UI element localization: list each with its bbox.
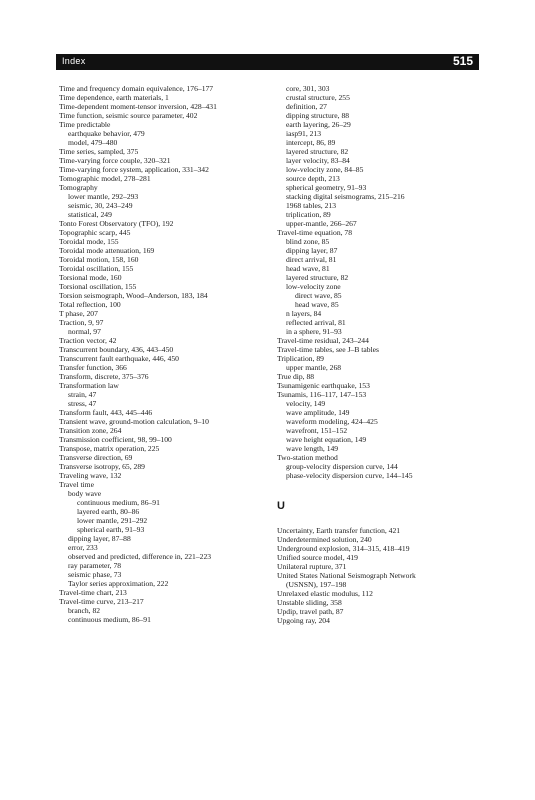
index-subentry: group-velocity dispersion curve, 144 [286,462,398,471]
index-subentry: reflected arrival, 81 [286,318,346,327]
index-entry: Traveling wave, 132 [59,471,122,480]
section-letter-u: U [277,500,285,512]
index-entry: Transient wave, ground-motion calculation, 9–10 [59,417,209,426]
index-entry: Toroidal mode, 155 [59,237,119,246]
index-entry: True dip, 88 [277,372,315,381]
index-subentry: head wave, 81 [286,264,330,273]
index-subentry: 1968 tables, 213 [286,201,336,210]
index-subentry: layer velocity, 83–84 [286,156,350,165]
index-subentry: model, 479–480 [68,138,118,147]
index-subentry: continuous medium, 86–91 [77,498,160,507]
index-entry: Tonto Forest Observatory (TFO), 192 [59,219,174,228]
index-subentry: iasp91, 213 [286,129,322,138]
index-entry: Unilateral rupture, 371 [277,562,347,571]
index-entry: Torsional oscillation, 155 [59,282,137,291]
index-subentry: upper-mantle, 266–267 [286,219,357,228]
index-entry: Travel-time residual, 243–244 [277,336,369,345]
index-entry: Upgoing ray, 204 [277,616,330,625]
index-subentry: seismic, 30, 243–249 [68,201,133,210]
index-entry: Traction, 9, 97 [59,318,104,327]
index-subentry: (USNSN), 197–198 [286,580,347,589]
index-entry: Time predictable [59,120,111,129]
index-entry: Time-varying force couple, 320–321 [59,156,171,165]
index-subentry: low-velocity zone [286,282,341,291]
index-subentry: layered earth, 80–86 [77,507,140,516]
index-subentry: core, 301, 303 [286,84,330,93]
index-subentry: triplication, 89 [286,210,331,219]
index-subentry: ray parameter, 78 [68,561,122,570]
index-entries-t-continued [277,84,482,480]
index-entry: T phase, 207 [59,309,98,318]
index-subentry: blind zone, 85 [286,237,330,246]
index-subentry: layered structure, 82 [286,147,349,156]
index-entry: Traction vector, 42 [59,336,117,345]
index-entry: Unrelaxed elastic modulus, 112 [277,589,373,598]
index-entry: Triplication, 89 [277,354,324,363]
index-subentry: upper mantle, 268 [286,363,342,372]
index-entry: Transcurrent boundary, 436, 443–450 [59,345,174,354]
page-number: 515 [452,54,473,68]
index-entry: Unified source model, 419 [277,553,358,562]
index-entry: Toroidal motion, 158, 160 [59,255,139,264]
index-subentry: spherical geometry, 91–93 [286,183,367,192]
index-subentry: body wave [68,489,102,498]
index-entry: Uncertainty, Earth transfer function, 421 [277,526,401,535]
index-entry: Transverse isotropy, 65, 289 [59,462,145,471]
header-title: Index [62,56,86,66]
index-subentry: dipping structure, 88 [286,111,350,120]
index-subentry: phase-velocity dispersion curve, 144–145 [286,471,413,480]
index-subentry: branch, 82 [68,606,101,615]
index-entry: Travel time [59,480,94,489]
index-subentry: statistical, 249 [68,210,112,219]
index-entry: Toroidal mode attenuation, 169 [59,246,155,255]
index-subentry: Taylor series approximation, 222 [68,579,169,588]
index-subentry: lower mantle, 291–292 [77,516,148,525]
index-entry: Travel-time curve, 213–217 [59,597,144,606]
index-subentry: lower mantle, 292–293 [68,192,139,201]
index-subentry: wave length, 149 [286,444,339,453]
index-subentry: intercept, 86, 89 [286,138,336,147]
index-entry: Tomographic model, 278–281 [59,174,151,183]
index-entry: Underground explosion, 314–315, 418–419 [277,544,410,553]
index-subentry: direct wave, 85 [295,291,342,300]
index-subentry: strain, 47 [68,390,97,399]
index-subentry: error, 233 [68,543,98,552]
index-entry: Travel-time chart, 213 [59,588,127,597]
index-entry: Torsional mode, 160 [59,273,122,282]
index-subentry: n layers, 84 [286,309,322,318]
index-subentry: wave height equation, 149 [286,435,367,444]
index-subentry: stress, 47 [68,399,97,408]
index-entry: Underdetermined solution, 240 [277,535,372,544]
index-column-right [277,84,482,625]
index-entry: Two-station method [277,453,338,462]
index-subentry: continuous medium, 86–91 [68,615,151,624]
index-entry: Tsunamis, 116–117, 147–153 [277,390,367,399]
running-header [56,54,479,70]
index-subentry: dipping layer, 87 [286,246,338,255]
index-entry: Topographic scarp, 445 [59,228,131,237]
index-entry: Toroidal oscillation, 155 [59,264,134,273]
index-subentry: definition, 27 [286,102,327,111]
index-entry: Transition zone, 264 [59,426,122,435]
index-entry: United States National Seismograph Network [277,571,416,580]
index-entry: Updip, travel path, 87 [277,607,344,616]
index-entry: Transverse direction, 69 [59,453,133,462]
index-entry: Torsion seismograph, Wood–Anderson, 183, 184 [59,291,208,300]
index-subentry: stacking digital seismograms, 215–216 [286,192,405,201]
index-subentry: wavefront, 151–152 [286,426,348,435]
index-subentry: seismic phase, 73 [68,570,122,579]
index-subentry: crustal structure, 255 [286,93,350,102]
index-entry: Transcurrent fault earthquake, 446, 450 [59,354,179,363]
index-entry: Transform, discrete, 375–376 [59,372,149,381]
index-entry: Transmission coefficient, 98, 99–100 [59,435,172,444]
index-subentry: normal, 97 [68,327,101,336]
index-entry: Transfer function, 366 [59,363,127,372]
index-subentry: spherical earth, 91–93 [77,525,145,534]
index-subentry: observed and predicted, difference in, 221–223 [68,552,212,561]
index-subentry: low-velocity zone, 84–85 [286,165,364,174]
index-entry: Total reflection, 100 [59,300,121,309]
index-entry: Time-varying force system, application, 331–342 [59,165,209,174]
index-subentry: earthquake behavior, 479 [68,129,145,138]
index-subentry: head wave, 85 [295,300,339,309]
index-column-left [59,84,259,624]
index-entry: Transform fault, 443, 445–446 [59,408,153,417]
index-entry: Time series, sampled, 375 [59,147,139,156]
index-entry: Tomography [59,183,98,192]
index-entry: Transformation law [59,381,119,390]
index-entry: Travel-time tables, see J–B tables [277,345,380,354]
index-subentry: earth layering, 26–29 [286,120,351,129]
index-subentry: source depth, 213 [286,174,340,183]
index-entry: Time-dependent moment-tensor inversion, 428–431 [59,102,217,111]
index-entry: Time and frequency domain equivalence, 176–177 [59,84,214,93]
index-subentry: velocity, 149 [286,399,326,408]
index-entry: Transpose, matrix operation, 225 [59,444,160,453]
index-entries-u [277,526,482,625]
index-subentry: dipping layer, 87–88 [68,534,131,543]
index-subentry: in a sphere, 91–93 [286,327,342,336]
index-entry: Unstable sliding, 358 [277,598,342,607]
index-entry: Time function, seismic source parameter, 402 [59,111,198,120]
index-subentry: waveform modeling, 424–425 [286,417,378,426]
index-subentry: direct arrival, 81 [286,255,337,264]
index-entry: Time dependence, earth materials, 1 [59,93,169,102]
index-entry: Tsunamigenic earthquake, 153 [277,381,370,390]
index-subentry: layered structure, 82 [286,273,349,282]
index-subentry: wave amplitude, 149 [286,408,350,417]
index-entry: Travel-time equation, 78 [277,228,353,237]
